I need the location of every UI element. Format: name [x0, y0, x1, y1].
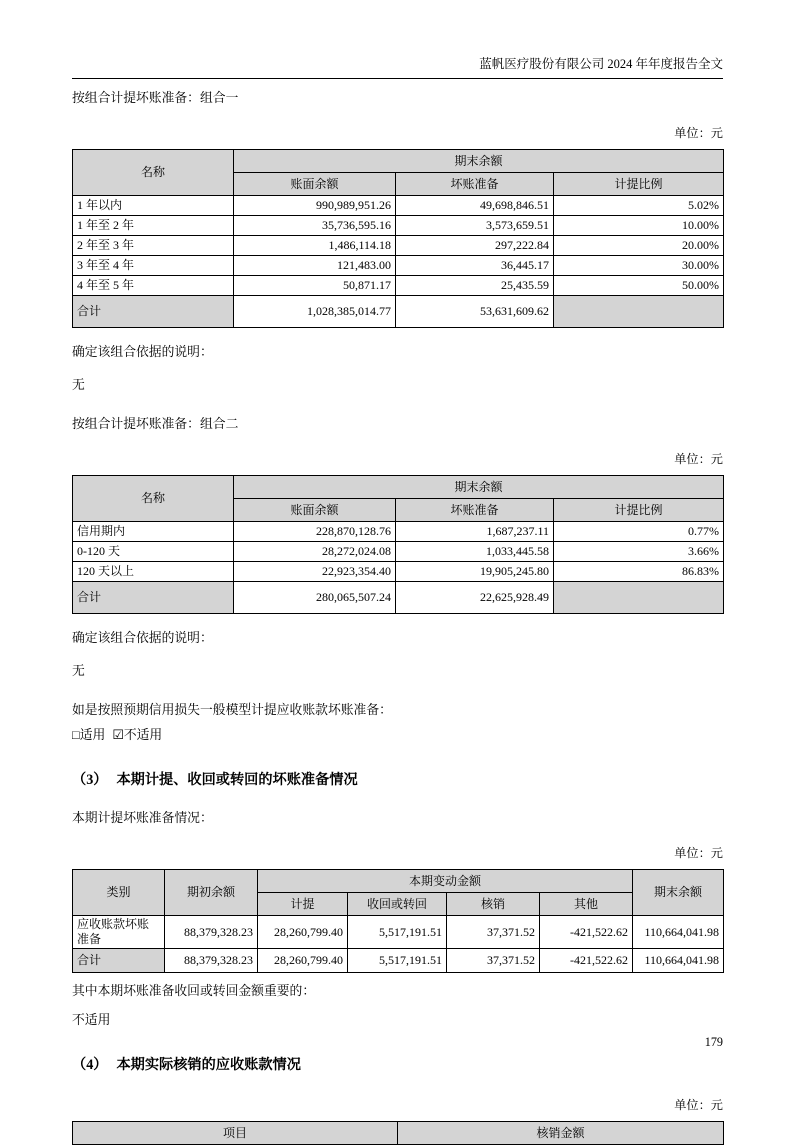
- table-row: [73, 256, 724, 276]
- cell-recovery: 5,517,191.51: [348, 916, 447, 949]
- cell-book-balance: 121,483.00: [234, 256, 396, 276]
- header-rule: [72, 78, 723, 79]
- section4-unit: 单位：元: [674, 1098, 723, 1112]
- table-combination-two: [72, 475, 724, 614]
- table-row: [73, 562, 724, 582]
- col-bad-debt: 坏账准备: [396, 499, 554, 522]
- row-label: 1 年以内: [73, 196, 234, 216]
- table-total-row: [73, 582, 724, 614]
- col-category: 类别: [73, 870, 165, 916]
- total-provision: 28,260,799.40: [258, 949, 348, 973]
- table-row: [73, 216, 724, 236]
- running-header: 蓝帆医疗股份有限公司 2024 年年度报告全文: [479, 57, 723, 71]
- section3-significant-label: 其中本期坏账准备收回或转回金额重要的：: [72, 984, 316, 998]
- table-total-row: [73, 949, 724, 973]
- section2-basis-value: 无: [72, 664, 85, 678]
- cell-provision-ratio: 0.77%: [554, 522, 724, 542]
- table-header-row: [73, 870, 724, 893]
- page-content: [72, 90, 723, 1145]
- section3-heading-number: （3）: [72, 772, 108, 788]
- total-label: 合计: [73, 296, 234, 328]
- cell-book-balance: 1,486,114.18: [234, 236, 396, 256]
- cell-bad-debt: 49,698,846.51: [396, 196, 554, 216]
- section3-significant-value: 不适用: [72, 1013, 111, 1027]
- total-label: 合计: [73, 582, 234, 614]
- checkbox-not-applicable-label: 不适用: [123, 728, 163, 742]
- cell-book-balance: 22,923,354.40: [234, 562, 396, 582]
- cell-bad-debt: 19,905,245.80: [396, 562, 554, 582]
- cell-other: -421,522.62: [540, 916, 633, 949]
- section4-heading-number: （4）: [72, 1057, 108, 1073]
- cell-bad-debt: 1,687,237.11: [396, 522, 554, 542]
- table-row: [73, 522, 724, 542]
- total-recovery: 5,517,191.51: [348, 949, 447, 973]
- total-closing-balance: 110,664,041.98: [633, 949, 724, 973]
- total-bad-debt: 22,625,928.49: [396, 582, 554, 614]
- row-label: 3 年至 4 年: [73, 256, 234, 276]
- col-group-closing-balance: 期末余额: [234, 476, 724, 499]
- cell-closing-balance: 110,664,041.98: [633, 916, 724, 949]
- section2-intro: 按组合计提坏账准备：组合二: [72, 417, 239, 431]
- cell-bad-debt: 297,222.84: [396, 236, 554, 256]
- table-header-row: [73, 150, 724, 173]
- checkbox-applicable-label: 适用: [79, 728, 106, 742]
- cell-bad-debt: 25,435.59: [396, 276, 554, 296]
- row-label: 应收账款坏账准备: [73, 916, 165, 949]
- cell-provision-ratio: 10.00%: [554, 216, 724, 236]
- row-label: 2 年至 3 年: [73, 236, 234, 256]
- row-label: 信用期内: [73, 522, 234, 542]
- total-writeoff: 37,371.52: [447, 949, 540, 973]
- col-provision-ratio: 计提比例: [554, 173, 724, 196]
- table-row: [73, 276, 724, 296]
- table-header-row: [73, 1122, 724, 1145]
- col-book-balance: 账面余额: [234, 499, 396, 522]
- col-name: 名称: [73, 150, 234, 196]
- col-closing-balance: 期末余额: [633, 870, 724, 916]
- col-recovery: 收回或转回: [348, 893, 447, 916]
- total-book-balance: 1,028,385,014.77: [234, 296, 396, 328]
- col-provision: 计提: [258, 893, 348, 916]
- applicability-choice: [72, 727, 723, 744]
- col-name: 名称: [73, 476, 234, 522]
- cell-provision: 28,260,799.40: [258, 916, 348, 949]
- total-provision-ratio: [554, 582, 724, 614]
- section4-heading-text: 本期实际核销的应收账款情况: [116, 1057, 301, 1073]
- cell-provision-ratio: 30.00%: [554, 256, 724, 276]
- page-number: 179: [704, 1035, 723, 1049]
- section3-intro: 本期计提坏账准备情况：: [72, 811, 213, 825]
- row-label: 120 天以上: [73, 562, 234, 582]
- cell-provision-ratio: 86.83%: [554, 562, 724, 582]
- table-actual-writeoff: [72, 1121, 724, 1145]
- col-group-closing-balance: 期末余额: [234, 150, 724, 173]
- table-row: [73, 916, 724, 949]
- section3-heading-text: 本期计提、收回或转回的坏账准备情况: [116, 772, 358, 788]
- section1-basis-label: 确定该组合依据的说明：: [72, 345, 213, 359]
- table-row: [73, 196, 724, 216]
- section3-unit: 单位：元: [674, 846, 723, 860]
- col-bad-debt: 坏账准备: [396, 173, 554, 196]
- cell-book-balance: 990,989,951.26: [234, 196, 396, 216]
- cell-bad-debt: 3,573,659.51: [396, 216, 554, 236]
- row-label: 4 年至 5 年: [73, 276, 234, 296]
- section1-intro: 按组合计提坏账准备：组合一: [72, 91, 239, 105]
- section4-heading: [72, 1055, 723, 1075]
- cell-writeoff: 37,371.52: [447, 916, 540, 949]
- section2-unit: 单位：元: [674, 452, 723, 466]
- total-label: 合计: [73, 949, 165, 973]
- col-opening-balance: 期初余额: [165, 870, 258, 916]
- general-model-label: 如是按照预期信用损失一般模型计提应收账款坏账准备：: [72, 703, 392, 717]
- total-bad-debt: 53,631,609.62: [396, 296, 554, 328]
- section2-basis-label: 确定该组合依据的说明：: [72, 631, 213, 645]
- table-combination-one: [72, 149, 724, 328]
- table-header-row: [73, 476, 724, 499]
- cell-opening-balance: 88,379,328.23: [165, 916, 258, 949]
- section1-basis-value: 无: [72, 378, 85, 392]
- total-opening-balance: 88,379,328.23: [165, 949, 258, 973]
- cell-book-balance: 35,736,595.16: [234, 216, 396, 236]
- col-provision-ratio: 计提比例: [554, 499, 724, 522]
- col-item: 项目: [73, 1122, 398, 1145]
- cell-bad-debt: 36,445.17: [396, 256, 554, 276]
- cell-book-balance: 28,272,024.08: [234, 542, 396, 562]
- cell-bad-debt: 1,033,445.58: [396, 542, 554, 562]
- total-provision-ratio: [554, 296, 724, 328]
- row-label: 1 年至 2 年: [73, 216, 234, 236]
- row-label: 0-120 天: [73, 542, 234, 562]
- col-other: 其他: [540, 893, 633, 916]
- cell-provision-ratio: 20.00%: [554, 236, 724, 256]
- cell-provision-ratio: 5.02%: [554, 196, 724, 216]
- checkbox-applicable[interactable]: □: [72, 728, 80, 742]
- col-writeoff-amount: 核销金额: [398, 1122, 724, 1145]
- col-book-balance: 账面余额: [234, 173, 396, 196]
- table-row: [73, 236, 724, 256]
- section3-heading: [72, 770, 723, 790]
- cell-provision-ratio: 50.00%: [554, 276, 724, 296]
- cell-provision-ratio: 3.66%: [554, 542, 724, 562]
- cell-book-balance: 228,870,128.76: [234, 522, 396, 542]
- checkbox-not-applicable[interactable]: ☑: [112, 728, 124, 742]
- table-total-row: [73, 296, 724, 328]
- table-bad-debt-movement: [72, 869, 724, 973]
- col-group-period-change: 本期变动金额: [258, 870, 633, 893]
- total-book-balance: 280,065,507.24: [234, 582, 396, 614]
- table-row: [73, 542, 724, 562]
- cell-book-balance: 50,871.17: [234, 276, 396, 296]
- col-writeoff: 核销: [447, 893, 540, 916]
- section1-unit: 单位：元: [674, 126, 723, 140]
- total-other: -421,522.62: [540, 949, 633, 973]
